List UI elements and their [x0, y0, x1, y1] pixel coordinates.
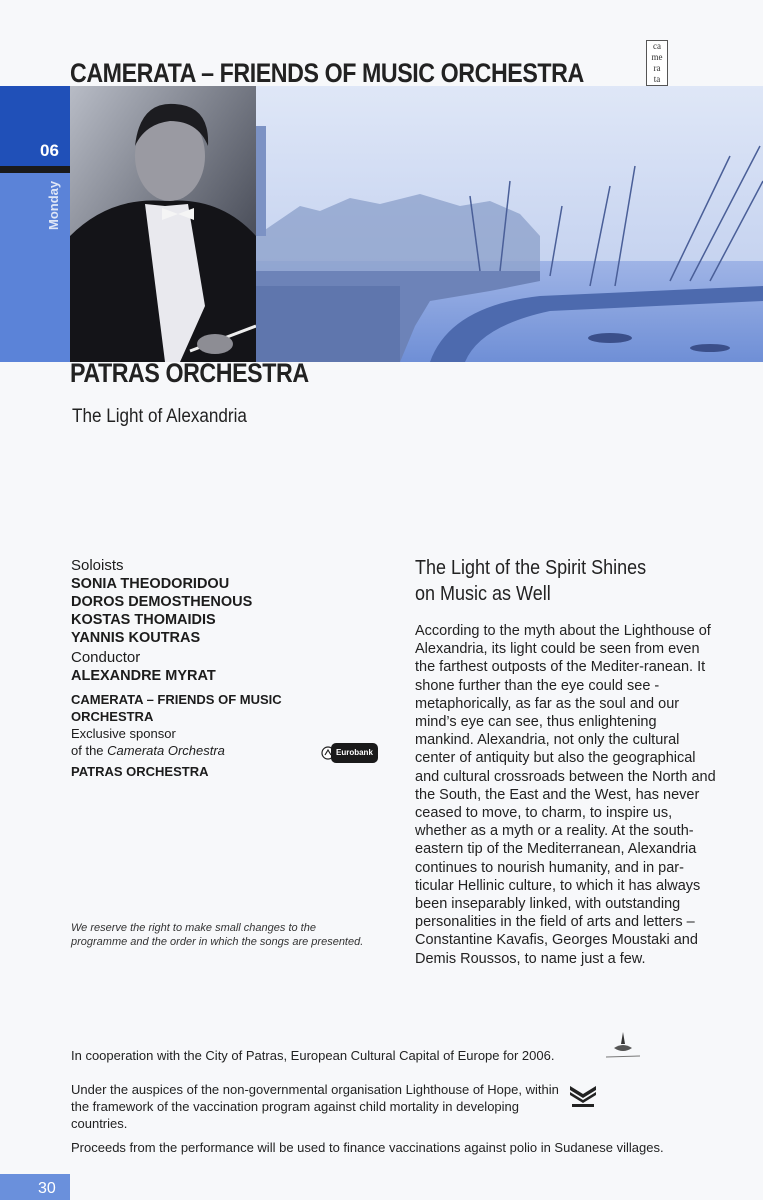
camerata-logo — [646, 40, 668, 86]
soloist-name: YANNIS KOUTRAS — [71, 630, 201, 646]
soloists-label: Soloists — [71, 557, 124, 574]
sponsor-text: Exclusive sponsor — [71, 726, 176, 741]
article-title — [415, 555, 646, 607]
conductor-portrait — [70, 86, 256, 362]
page-number: 30 — [38, 1180, 56, 1197]
disclaimer-note: We reserve the right to make small changes to the programme and the order in which the songs are presented. — [71, 922, 364, 948]
page-title-secondary: PATRAS ORCHESTRA — [70, 358, 309, 388]
cooperation-note: In cooperation with the City of Patras, European Cultural Capital of Europe for 2006. — [71, 1048, 555, 1063]
sponsor-orchestra: Camerata Orchestra — [107, 743, 225, 758]
logo-letters: ra — [653, 63, 661, 73]
soloist-name: DOROS DEMOSTHENOUS — [71, 594, 253, 610]
logo-letters: me — [651, 52, 663, 62]
orchestra-name: CAMERATA – FRIENDS OF MUSIC ORCHESTRA — [71, 692, 282, 724]
logo-letters: ta — [653, 74, 661, 84]
article-title-line: The Light of the Spirit Shines — [415, 557, 647, 579]
page-title: CAMERATA – FRIENDS OF MUSIC ORCHESTRA — [70, 58, 584, 88]
conductor-name: ALEXANDRE MYRAT — [71, 668, 216, 684]
side-tab-divider — [0, 166, 70, 173]
credits-column — [71, 557, 371, 780]
auspices-note: Under the auspices of the non-governmental organisation Lighthouse of Hope, within the framework of the vaccination program against child mortality in developing countries. — [71, 1082, 559, 1131]
eurobank-label: Eurobank — [331, 743, 378, 763]
soloist-name: SONIA THEODORIDOU — [71, 576, 230, 592]
concert-subtitle: The Light of Alexandria — [72, 406, 247, 427]
conductor-label: Conductor — [71, 649, 141, 666]
sponsor-prefix: of the — [71, 743, 108, 758]
eurobank-logo — [321, 743, 378, 763]
side-tab-top — [0, 86, 70, 169]
article-body: According to the myth about the Lighthouse of Alexandria, its light could be seen from even the farthest outposts of the Mediter-ranean. It shone further than the eye could see - metaphorically, as far as the soul and our mind’s eye can see, thus enlightening mankind. Alexandria, not only the cultural center of antiquity but also the geographical and cultural crossroads between the North and the South, the East and the West, has never ceased to move, to charm, to inspire us, whether as a myth or a reality. At the south-eastern tip of the Mediterranean, Alexandria continues to nourish humanity, and in par-ticular Hellinic culture, to which it has always been inseparably linked, with outstanding personalities in the field of arts and letters – Constantine Kavafis, Georges Moustaki and Demis Roussos, to name just a few. — [415, 623, 716, 967]
day-label: Monday — [46, 180, 61, 230]
proceeds-note: Proceeds from the performance will be used to finance vaccinations against polio in Sudanese villages. — [71, 1140, 664, 1155]
logo-letters: ca — [653, 41, 661, 51]
soloist-name: KOSTAS THOMAIDIS — [71, 612, 216, 628]
date-number: 06 — [40, 141, 59, 160]
patras-2006-logo — [604, 1030, 642, 1062]
orchestra-name-2: PATRAS ORCHESTRA — [71, 764, 209, 779]
lighthouse-of-hope-logo — [568, 1082, 598, 1108]
article-title-line: on Music as Well — [415, 583, 551, 605]
page-number-tab — [0, 1174, 70, 1200]
